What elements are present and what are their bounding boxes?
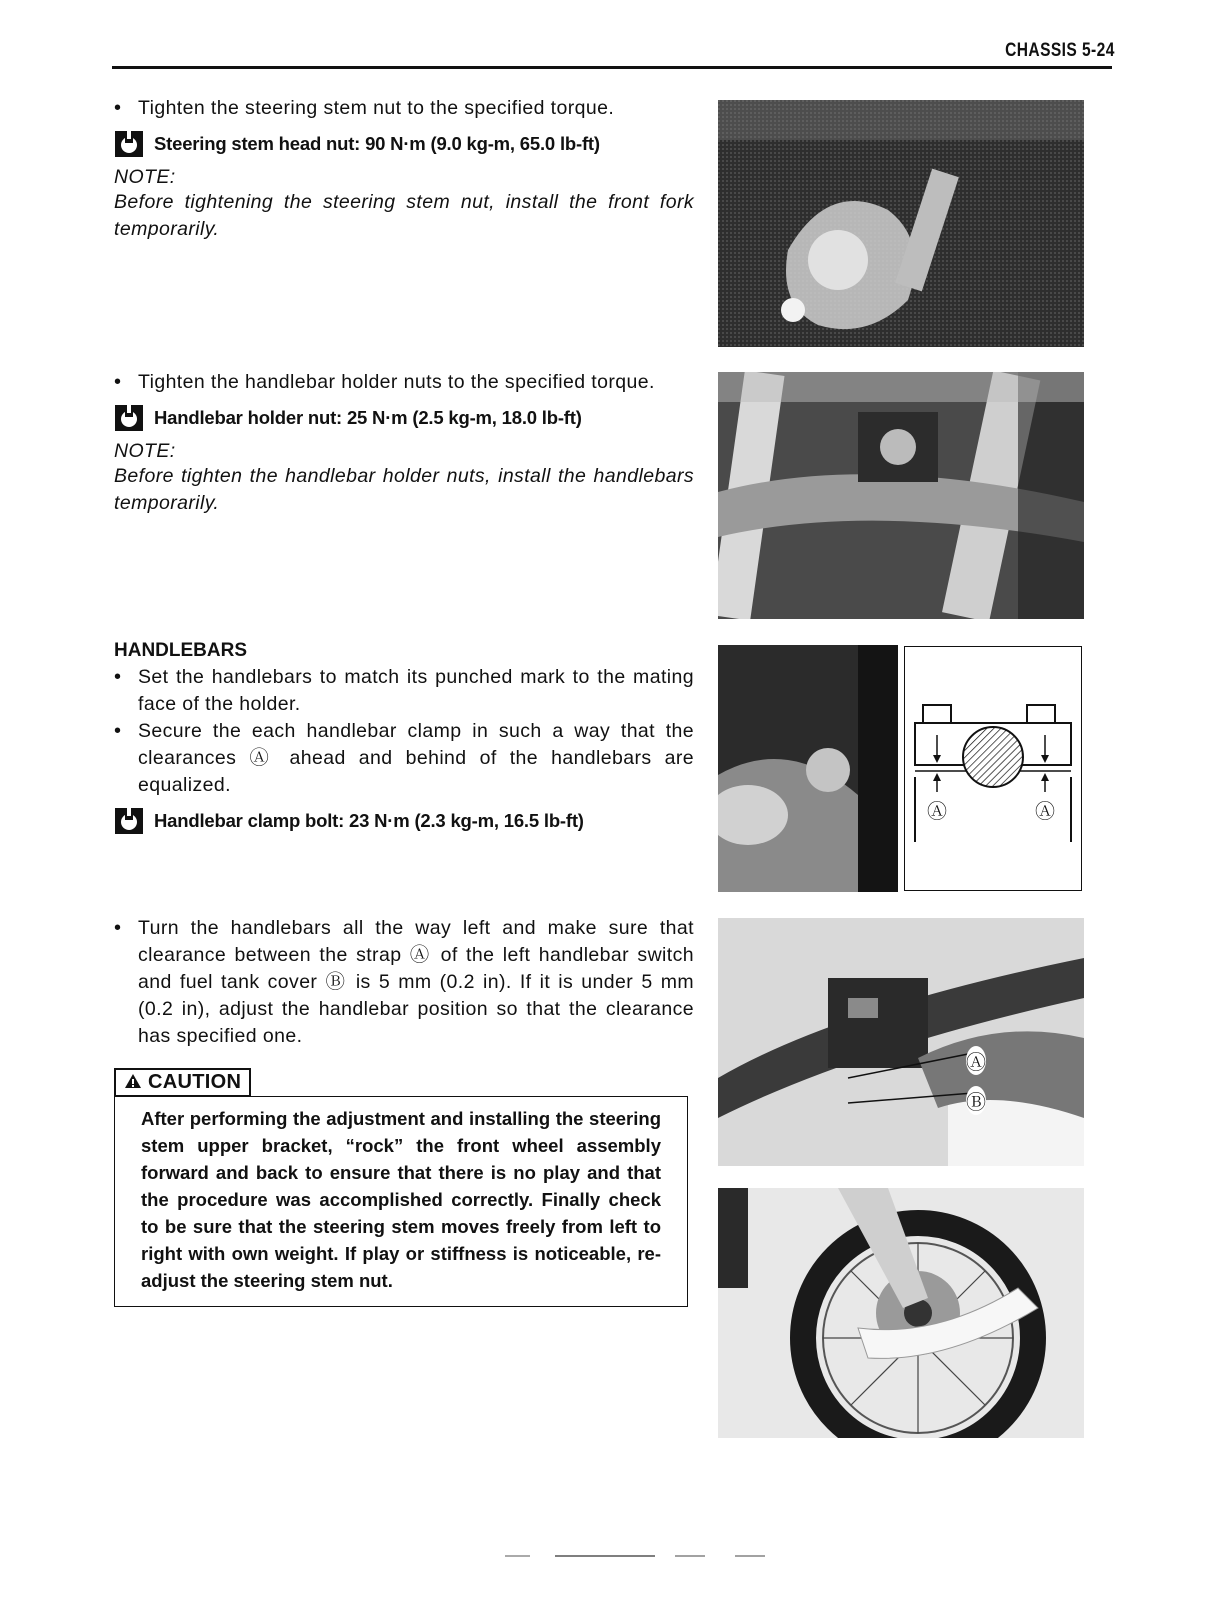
torque-wrench-icon <box>114 404 144 432</box>
section-stem-nut <box>114 95 694 243</box>
section-holder-nuts <box>114 369 694 517</box>
torque-text-stem-nut: Steering stem head nut: 90 N·m (9.0 kg-m, 65.0 lb-ft) <box>154 133 600 154</box>
caution-block <box>114 1068 694 1307</box>
caution-text: After performing the adjustment and installing the steering stem upper bracket, “rock” the front wheel assembly forward and back to ensure that there is no play and that the procedure was accomplished correctly. Finally check to be sure that the steering stem moves freely from left to right with own weight. If play or stiffness is noticeable, re-adjust the steering stem nut. <box>114 1096 688 1307</box>
bullet-holder-nuts: • Tighten the handlebar holder nuts to the specified torque. <box>114 369 694 396</box>
torque-text-holder-nuts: Handlebar holder nut: 25 N·m (2.5 kg-m, 18.0 lb-ft) <box>154 407 582 428</box>
photo-switch-clearance <box>718 918 1084 1166</box>
torque-spec-holder-nuts <box>114 404 694 432</box>
section-clearance <box>114 915 694 1307</box>
photo-label-a: Ⓐ <box>966 1046 986 1075</box>
photo-front-wheel <box>718 1188 1084 1438</box>
photo-handlebar-clamp <box>718 645 898 892</box>
torque-spec-stem-nut <box>114 130 694 158</box>
bullet-handlebars-2: • Secure the each handlebar clamp in such a way that the clearances Ⓐ ahead and behind of the handlebars are equalized. <box>114 718 694 799</box>
note-text-holder-nuts: Before tighten the handlebar holder nuts, install the handlebars temporarily. <box>114 465 694 514</box>
bullet-handlebars-1: • Set the handlebars to match its punched mark to the mating face of the holder. <box>114 664 694 718</box>
diagram-label-a-left: Ⓐ <box>927 801 947 823</box>
photo-handlebar-holder <box>718 372 1084 619</box>
warning-triangle-icon <box>124 1073 142 1089</box>
diagram-label-a-right: Ⓐ <box>1035 801 1055 823</box>
note-label-stem-nut: NOTE: <box>114 166 176 188</box>
section-heading-handlebars: HANDLEBARS <box>114 640 247 661</box>
torque-wrench-icon <box>114 130 144 158</box>
torque-spec-clamp-bolt <box>114 807 694 835</box>
page-header-title: CHASSIS 5-24 <box>1005 40 1115 61</box>
photo-label-b: Ⓑ <box>966 1086 986 1115</box>
note-label-holder-nuts: NOTE: <box>114 440 176 462</box>
footer-scan-marks <box>450 1552 800 1560</box>
header-rule <box>112 66 1112 69</box>
torque-wrench-icon <box>114 807 144 835</box>
diagram-clamp-clearance <box>904 646 1082 891</box>
bullet-stem-nut: • Tighten the steering stem nut to the specified torque. <box>114 95 694 122</box>
section-handlebars <box>114 640 694 835</box>
bullet-clearance: • Turn the handlebars all the way left and make sure that clearance between the strap Ⓐ of the left handlebar switch and fuel tank cover Ⓑ is 5 mm (0.2 in). If it is under 5 mm (0.2 in), adjust the handlebar position so that the clearance has specified one. <box>114 915 694 1050</box>
photo-steering-stem <box>718 100 1084 347</box>
torque-text-clamp-bolt: Handlebar clamp bolt: 23 N·m (2.3 kg-m, 16.5 lb-ft) <box>154 810 584 831</box>
caution-label <box>114 1068 251 1097</box>
caution-label-text: CAUTION <box>148 1071 242 1093</box>
note-text-stem-nut: Before tightening the steering stem nut, install the front fork temporarily. <box>114 191 694 240</box>
